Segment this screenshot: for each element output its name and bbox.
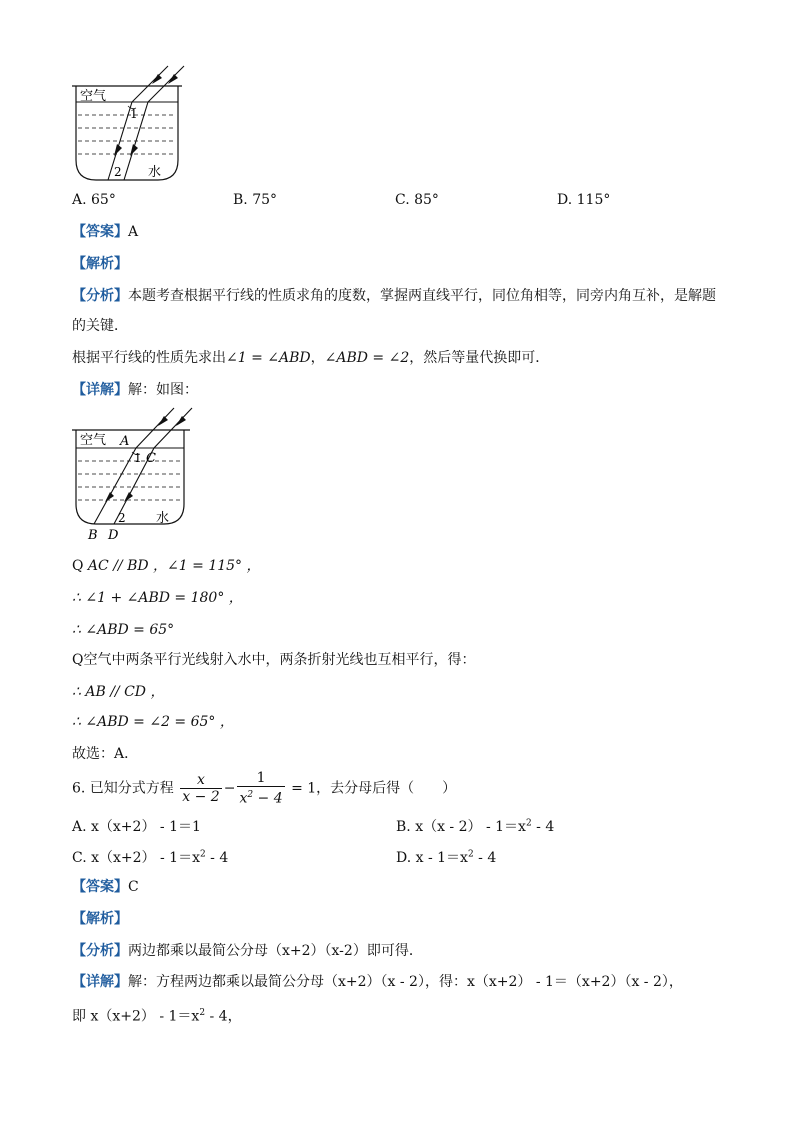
fenxi-text-2: 的关键．	[72, 318, 128, 334]
q6-answer-tag: 【答案】	[72, 879, 128, 895]
fraction-2-den-rest: − 4	[253, 790, 283, 807]
q6-option-c-text: C. x（x+2） - 1＝x	[72, 850, 200, 866]
question-6-stem	[72, 770, 456, 807]
q6-final-tail: - 4，	[205, 1008, 242, 1025]
q6-answer-line	[72, 877, 139, 897]
arrow-head	[176, 416, 186, 426]
figure-light-refraction-1	[70, 62, 190, 186]
step-3: ∴ ∠ABD = 65°	[72, 622, 175, 638]
step-5: ∴ AB // CD ，	[72, 684, 165, 700]
minus-sign: −	[223, 780, 236, 797]
q6-stem-pre: 6. 已知分式方程	[72, 780, 174, 797]
q6-answer-value: C	[128, 879, 139, 895]
detail-line	[72, 380, 198, 400]
because-symbol: Q	[72, 558, 84, 574]
q6-final-line	[72, 1003, 242, 1027]
q6-detail-tag: 【详解】	[72, 974, 128, 990]
q6-option-c-exp: 2	[199, 849, 206, 860]
angle-1-label: 1	[130, 107, 138, 121]
q6-fenxi-text: 两边都乘以最简公分母（x+2）（x-2）即可得．	[128, 943, 423, 959]
figure-light-refraction-2	[70, 404, 200, 544]
q6-analysis-heading	[72, 909, 128, 929]
step-1	[72, 556, 261, 576]
arrow-head	[158, 416, 168, 426]
water-label: 水	[156, 511, 170, 526]
q6-fenxi-line	[72, 941, 423, 961]
answer-line	[72, 222, 138, 242]
option-b: B. 75°	[233, 192, 278, 208]
angle-2-label: 2	[114, 165, 122, 179]
q6-option-d-exp: 2	[467, 849, 474, 860]
air-label: 空气	[80, 89, 107, 104]
fraction-2-num: 1	[237, 770, 284, 787]
detail-tag: 【详解】	[72, 382, 128, 398]
angle-1-label: 1	[134, 451, 142, 465]
option-c: C. 85°	[395, 192, 439, 208]
light-ray-left	[108, 66, 168, 180]
point-b-label: B	[88, 528, 98, 543]
method-text-end: ，然后等量代换即可．	[409, 350, 550, 366]
analysis-tag: 【解析】	[72, 256, 128, 272]
q6-option-d	[396, 847, 496, 867]
point-a-label: A	[120, 434, 130, 449]
q6-option-c-tail: - 4	[205, 850, 229, 866]
q6-option-b-text: B. x（x - 2） - 1＝x	[396, 819, 526, 835]
fenxi-line-2	[72, 316, 128, 336]
point-c-label: C	[146, 451, 156, 466]
q6-option-b	[396, 816, 554, 836]
step-6: ∴ ∠ABD = ∠2 = 65° ，	[72, 714, 234, 730]
method-comma: ，	[310, 350, 325, 366]
q6-option-a: A. x（x+2） - 1＝1	[72, 819, 201, 835]
method-text: 根据平行线的性质先求出	[72, 350, 226, 366]
fraction-2	[237, 770, 284, 807]
option-d: D. 115°	[557, 192, 611, 208]
light-ray-right	[124, 66, 184, 180]
arrow-head	[168, 74, 178, 84]
fraction-1	[180, 772, 221, 805]
answer-value: A	[128, 224, 139, 240]
step-4-text: 空气中两条平行光线射入水中，两条折射光线也互相平行，得：	[83, 652, 476, 668]
method-eq-2: ∠ABD = ∠2	[324, 350, 410, 366]
because-symbol: Q	[72, 652, 84, 668]
arrow-head	[105, 492, 114, 502]
q6-final-exp: 2	[199, 1008, 206, 1018]
q6-detail-text: 解：方程两边都乘以最简公分母（x+2）（x - 2），得：x（x+2） - 1＝（x+2）（x - 2），	[128, 974, 683, 990]
step-2: ∴ ∠1 + ∠ABD = 180° ，	[72, 590, 243, 606]
fraction-2-den-base: x	[239, 790, 248, 807]
step-7: 故选：A．	[72, 746, 139, 762]
method-line	[72, 348, 549, 368]
step-1-text: AC // BD ，∠1 = 115° ，	[83, 558, 261, 574]
q6-stem-post: = 1，去分母后得（ ）	[286, 780, 457, 797]
q6-final-text: 即 x（x+2） - 1＝x	[72, 1008, 200, 1025]
arrow-head	[152, 74, 162, 84]
q6-option-d-text: D. x - 1＝x	[396, 850, 468, 866]
angle-2-label: 2	[118, 511, 126, 525]
method-eq-1: ∠1 = ∠ABD	[226, 350, 311, 366]
detail-text: 解：如图：	[128, 382, 198, 398]
q6-fenxi-tag: 【分析】	[72, 943, 128, 959]
option-a: A. 65°	[72, 192, 116, 208]
water-label: 水	[148, 165, 162, 180]
step-4	[72, 650, 475, 670]
fraction-1-num: x	[180, 772, 221, 789]
fraction-1-den: x − 2	[182, 788, 220, 805]
q6-option-b-exp: 2	[525, 818, 532, 829]
fenxi-line	[72, 286, 716, 306]
fraction-2-den	[237, 787, 284, 807]
point-d-label: D	[108, 528, 119, 543]
q6-option-b-tail: - 4	[531, 819, 555, 835]
air-label: 空气	[80, 433, 107, 448]
arrow-head	[124, 492, 133, 502]
answer-tag: 【答案】	[72, 224, 128, 240]
q6-detail-line	[72, 972, 683, 992]
fenxi-text: 本题考查根据平行线的性质求角的度数，掌握两直线平行，同位角相等，同旁内角互补，是解题	[128, 288, 716, 304]
fraction-2-den-exp: 2	[247, 790, 254, 800]
q6-option-c	[72, 847, 228, 867]
q6-option-d-tail: - 4	[473, 850, 497, 866]
fenxi-tag: 【分析】	[72, 288, 128, 304]
light-ray-ab	[94, 408, 174, 524]
analysis-heading	[72, 254, 128, 274]
q6-analysis-tag: 【解析】	[72, 911, 128, 927]
